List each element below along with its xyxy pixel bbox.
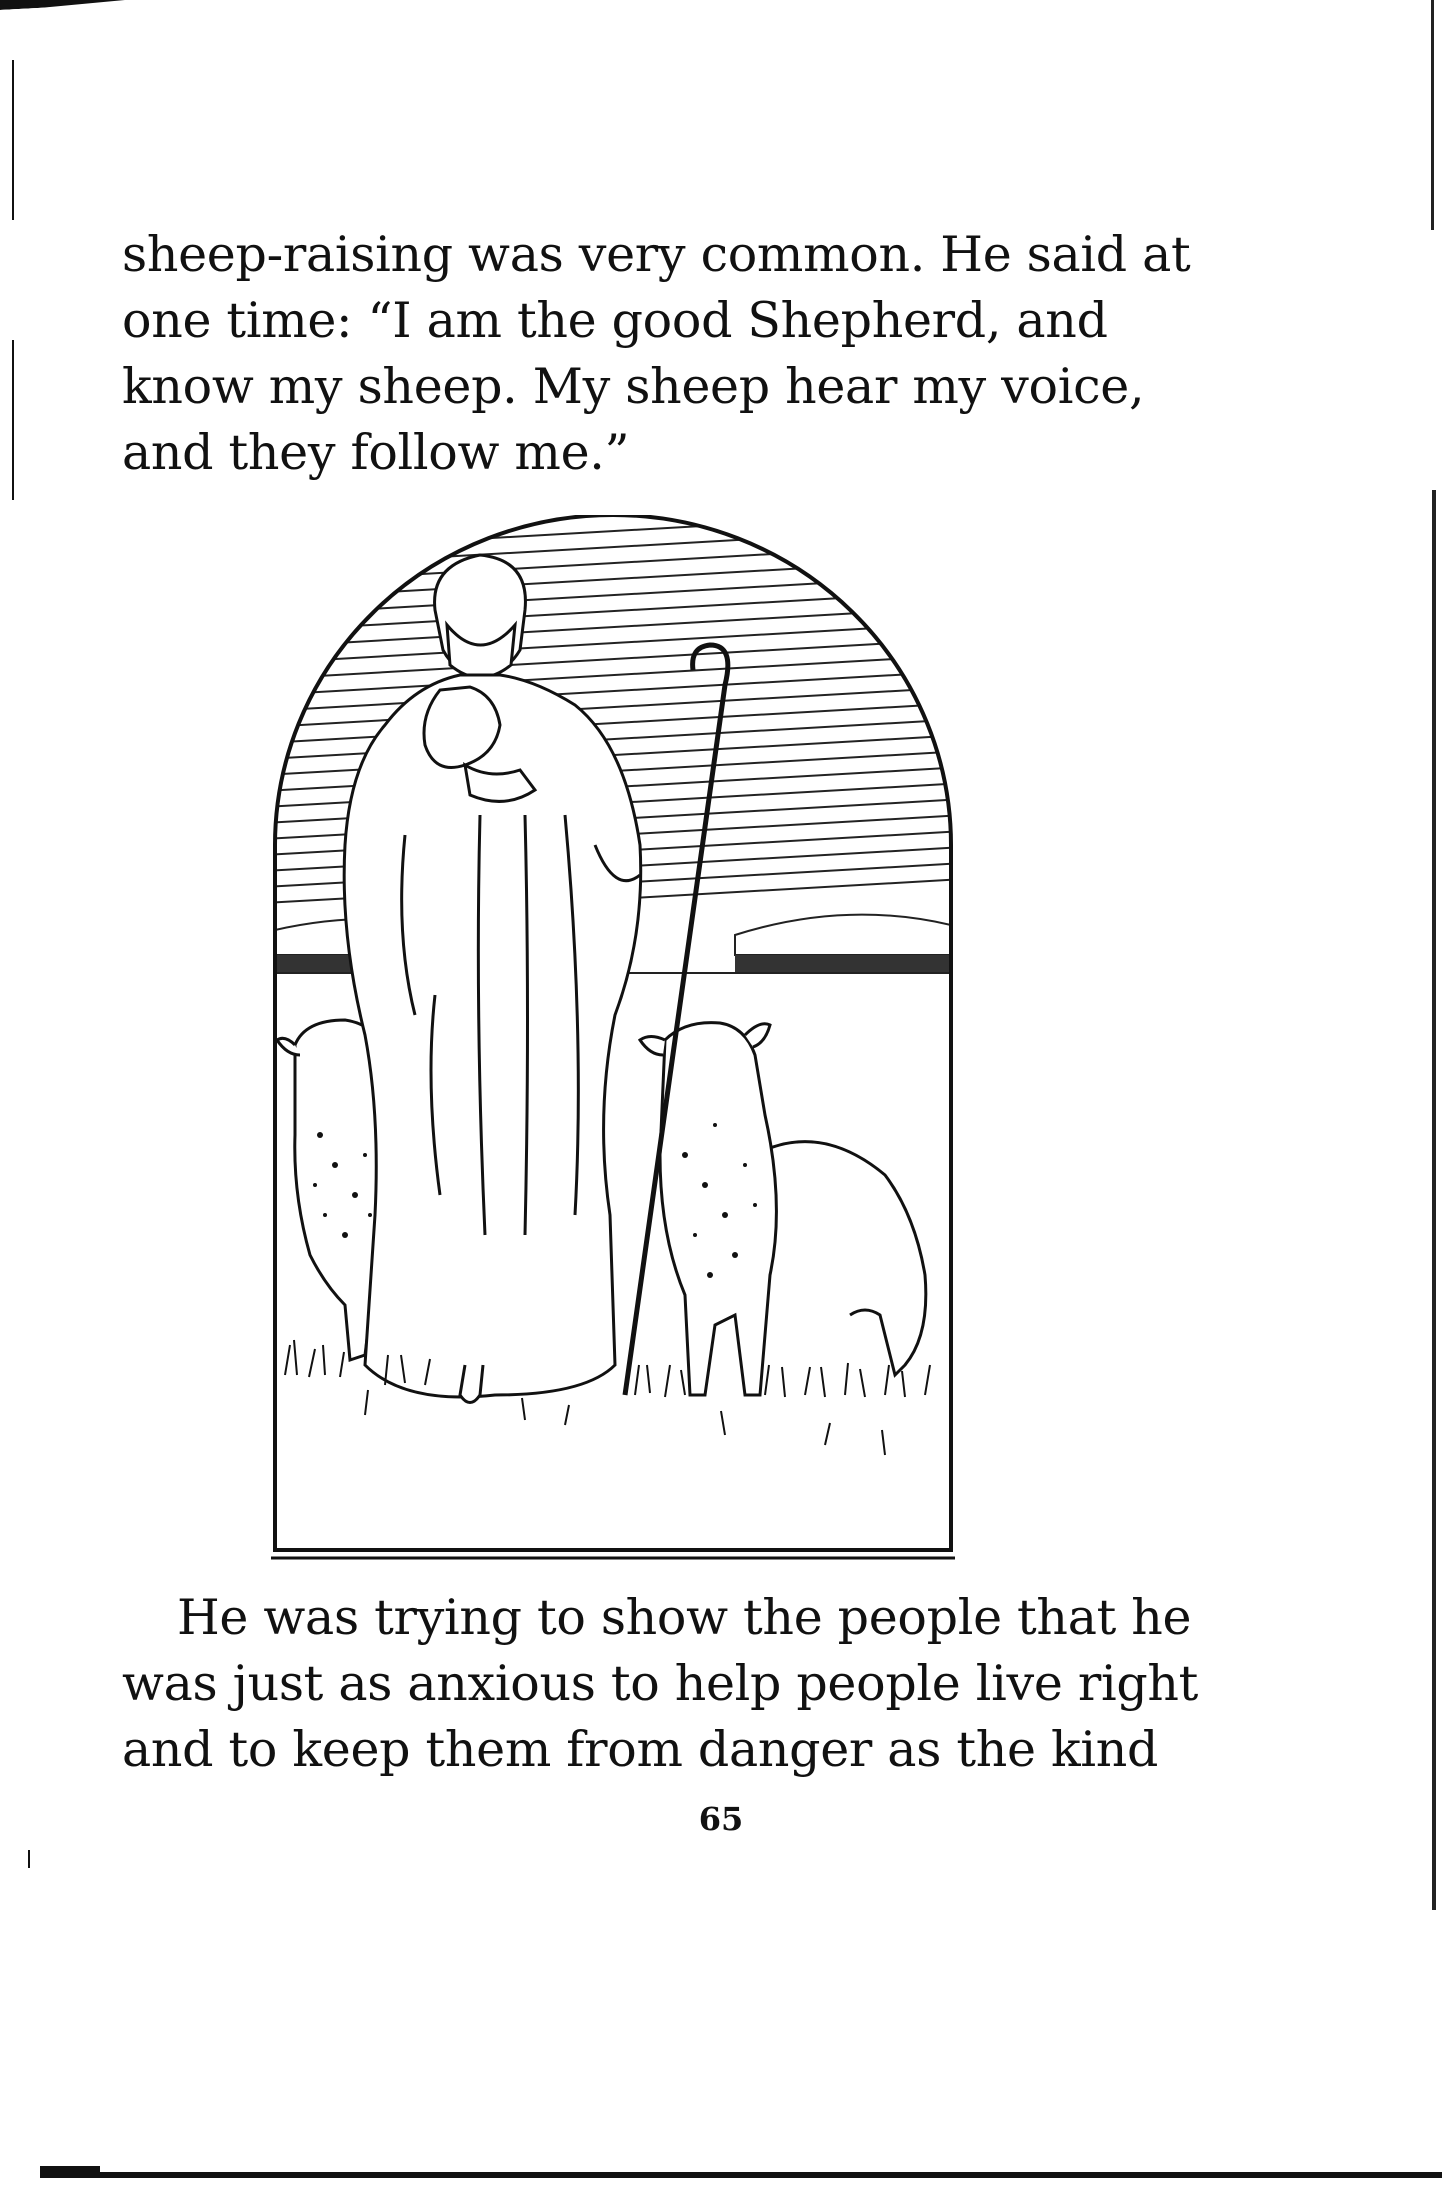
top-paragraph bbox=[122, 222, 1191, 486]
scan-mark-right-edge-top bbox=[1431, 0, 1434, 230]
scan-mark-bottom-edge bbox=[40, 2172, 1442, 2178]
text-line: and they follow me.” bbox=[122, 424, 630, 481]
text-line: know my sheep. My sheep hear my voice, bbox=[122, 358, 1145, 415]
scan-mark-bottom-corner bbox=[40, 2166, 100, 2178]
scan-mark-left-tick bbox=[28, 1850, 30, 1868]
text-line: was just as anxious to help people live right bbox=[122, 1655, 1199, 1712]
text-line: and to keep them from danger as the kind bbox=[122, 1721, 1159, 1778]
text-line: He was trying to show the people that he bbox=[177, 1589, 1192, 1646]
scan-mark-left-edge bbox=[12, 60, 14, 220]
page-number: 65 bbox=[698, 1800, 744, 1838]
text-line: sheep-raising was very common. He said at bbox=[122, 226, 1191, 283]
scan-mark-right-edge bbox=[1432, 490, 1436, 1910]
bottom-paragraph bbox=[122, 1585, 1199, 1783]
text-line: one time: “I am the good Shepherd, and bbox=[122, 292, 1108, 349]
scan-mark-corner bbox=[0, 0, 210, 10]
scan-mark-left-edge-mid bbox=[12, 340, 14, 500]
good-shepherd-illustration bbox=[265, 515, 961, 1565]
shepherd-figure bbox=[344, 555, 641, 1403]
